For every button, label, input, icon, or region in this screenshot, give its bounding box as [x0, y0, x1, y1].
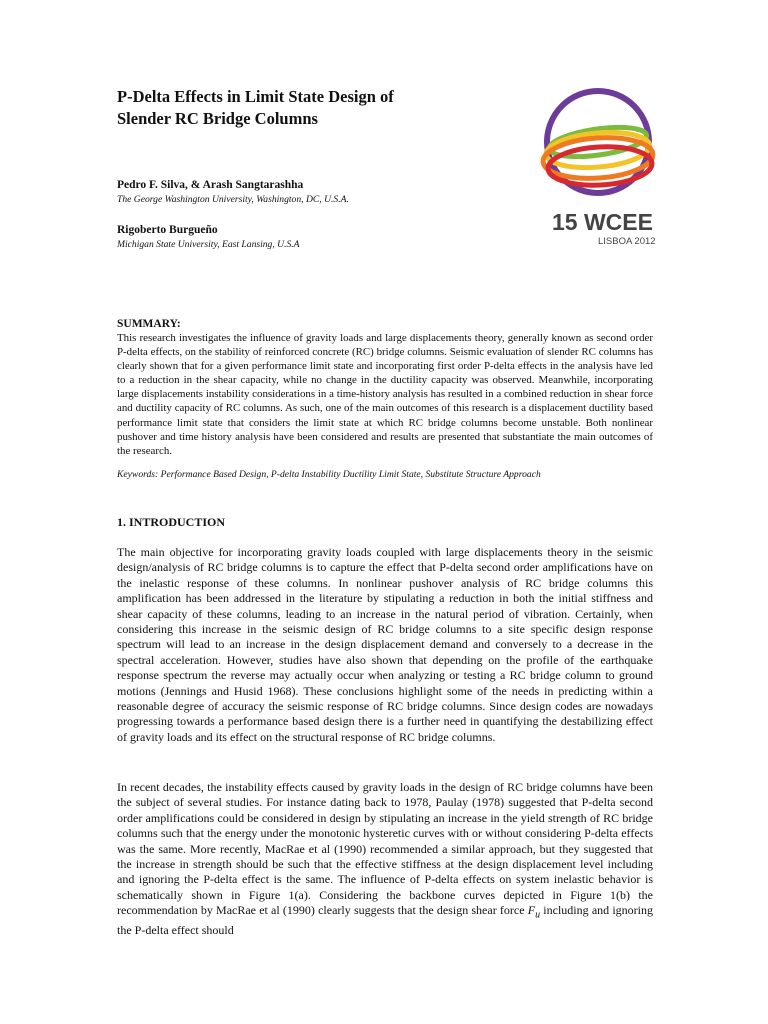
- intro-paragraph-1: The main objective for incorporating gravity loads coupled with large displacements theory in the seismic design/analysis of RC bridge columns is to capture the effect that P-delta second order amplifications have on the inelastic response of these columns. In nonlinear pushover analysis of RC bridge columns this amplification has been addressed in the literature by stipulating a reduction in both the initial stiffness and shear capacity of these columns, leading to an increase in the natural period of vibration. Certainly, when considering this increase in the seismic design of RC bridge columns to a site specific design response spectrum will lead to an increase in the design displacement demand and conversely to a decrease in the spectral acceleration. However, studies have also shown that depending on the profile of the earthquake response spectrum the reverse may actually occur when analyzing or testing a RC bridge column to ground motions (Jennings and Husid 1968). These conclusions highlight some of the needs in predicting within a reasonable degree of accuracy the seismic response of RC bridge columns. Since design codes are nowadays progressing towards a performance based design there is a further need in quantifying the destabilizing effect of gravity loads and its effect on the structural response of RC bridge columns.: [117, 545, 653, 744]
- logo-main-text: 15 WCEE: [552, 209, 653, 235]
- conference-logo: [528, 84, 668, 254]
- author-2-affiliation: Michigan State University, East Lansing, U.S.A: [117, 239, 300, 250]
- paper-title: [117, 86, 517, 130]
- para2-text-after: including and ignoring the P-delta effect should: [117, 903, 654, 938]
- summary-text: This research investigates the influence of gravity loads and large displacements theory, generally known as second order P-delta effects, on the stability of reinforced concrete (RC) bridge columns. Seismic evaluation of slender RC columns has clearly shown that for a given performance limit state and incorporating first order P-delta effects in the analysis have led to a reduction in the shear capacity, while no change in the ductility capacity was observed. Meanwhile, incorporating large displacements instability considerations in a time-history analysis has resulted in a combined reduction in shear force and ductility capacity of RC columns. As such, one of the main outcomes of this research is a displacement ductility based performance limit state that considers the limit state at which RC bridge columns become unstable. Both nonlinear pushover and time history analysis have been considered and results are presented that substantiate the main outcomes of the research.: [117, 332, 653, 457]
- para2-text-before: In recent decades, the instability effects caused by gravity loads in the design of RC bridge columns have been the subject of several studies. For instance dating back to 1978, Paulay (1978) suggested that P-delta second order amplifications could be considered in design by stipulating an increase in the yield strength of RC bridge columns such that the energy under the monotonic hysteretic curves with or without considering P-delta effects was the same. More recently, MacRae et al (1990) recommended a similar approach, but they suggested that the increase in strength should be such that the effective stiffness at the design displacement level including and ignoring the P-delta effect is the same. The influence of P-delta effects on system inelastic behavior is schematically shown in Figure 1(a). Considering the backbone curves depicted in Figure 1(b) the recommendation by MacRae et al (1990) clearly suggests that the design shear force: [117, 780, 653, 918]
- author-1-name: Pedro F. Silva, & Arash Sangtarashha: [117, 179, 304, 191]
- intro-paragraph-2: [117, 780, 653, 938]
- author-2-name: Rigoberto Burgueño: [117, 224, 218, 236]
- title-line-2: Slender RC Bridge Columns: [117, 109, 318, 128]
- logo-sub-text: LISBOA 2012: [598, 236, 656, 247]
- shear-force-symbol: $F_u$: [527, 903, 541, 921]
- keywords: Keywords: Performance Based Design, P-delta Instability Ductility Limit State, Substitute Structure Approach: [117, 469, 541, 480]
- summary-heading: SUMMARY:: [117, 318, 181, 330]
- author-1-affiliation: The George Washington University, Washington, DC, U.S.A.: [117, 194, 349, 205]
- section-heading-introduction: 1. INTRODUCTION: [117, 515, 226, 529]
- globe-icon: [542, 91, 655, 193]
- title-line-1: P-Delta Effects in Limit State Design of: [117, 87, 394, 106]
